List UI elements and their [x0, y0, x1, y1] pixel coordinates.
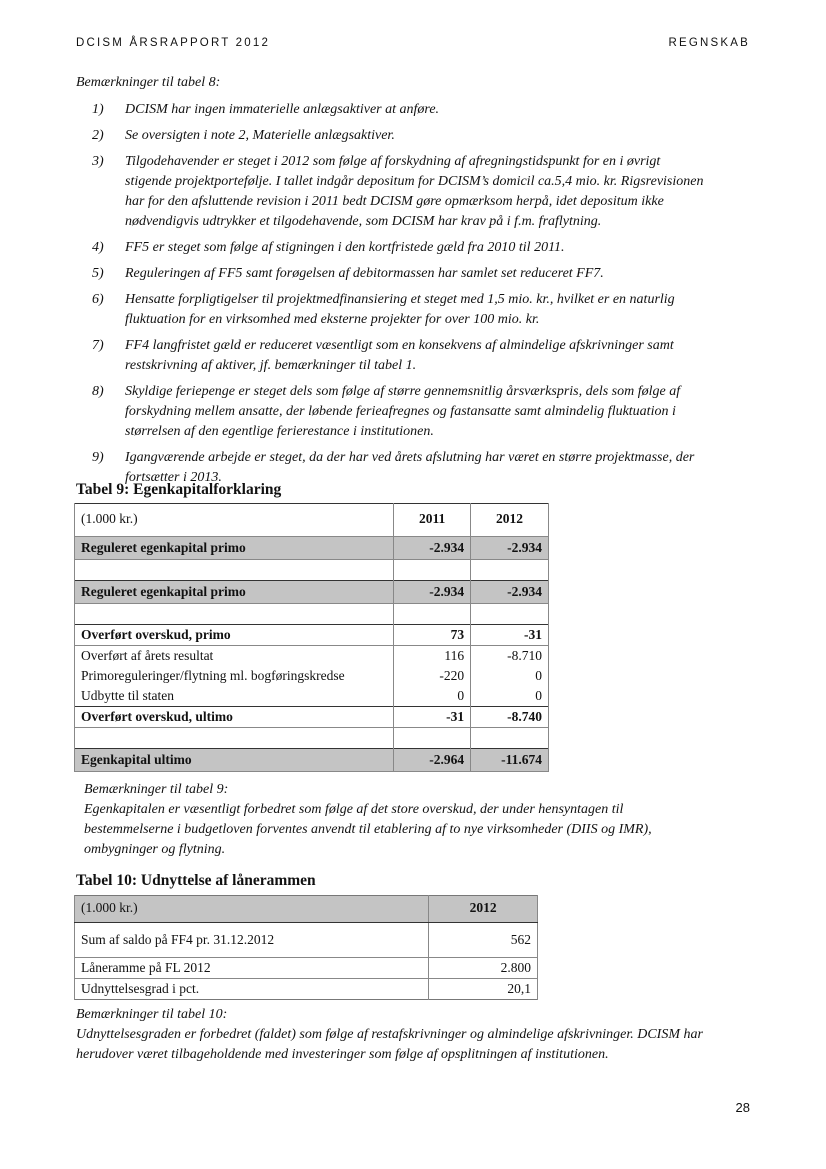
note-item: 6) Hensatte forpligtigelser til projektmedfinansiering et steget med 1,5 mio. kr., hvilket er en naturlig fluktuation for en virksomhed med eksterne projekter for over 100 mio. kr.: [92, 292, 675, 327]
table-header-row: (1.000 kr.) 2011 2012: [75, 504, 549, 537]
table-row-blank: [75, 604, 549, 625]
table-row: Overført overskud, ultimo -31 -8.740: [75, 707, 549, 728]
table-row: Udnyttelsesgrad i pct. 20,1: [75, 979, 538, 1000]
header-section: REGNSKAB: [668, 37, 750, 49]
table-row: Primoreguleringer/flytning ml. bogføringskredse -220 0: [75, 666, 549, 686]
table-row: Overført af årets resultat 116 -8.710: [75, 646, 549, 667]
notes-table10-text: Udnyttelsesgraden er forbedret (faldet) som følge af restafskrivninger og almindelige afskrivninger. DCISM har herudover været tilbageholdende med investeringer som følge af opsplitningen af institutionen.: [76, 1027, 703, 1062]
table-row-blank: [75, 728, 549, 749]
notes-table8-list: [90, 100, 710, 494]
notes-table10: [76, 1005, 716, 1065]
table-row: Overført overskud, primo 73 -31: [75, 625, 549, 646]
notes-table8-title: Bemærkninger til tabel 8:: [76, 75, 221, 90]
table9-title: Tabel 9: Egenkapitalforklaring: [76, 481, 282, 498]
note-item: 4) FF5 er steget som følge af stigningen i den kortfristede gæld fra 2010 til 2011.: [92, 240, 565, 255]
table-row: Reguleret egenkapital primo -2.934 -2.934: [75, 581, 549, 604]
table-row: Egenkapital ultimo -2.964 -11.674: [75, 749, 549, 772]
page-header: [76, 37, 750, 53]
notes-table9: [84, 780, 684, 860]
note-item: 5) Reguleringen af FF5 samt forøgelsen af debitormassen har samlet set reduceret FF7.: [92, 266, 604, 281]
table-row: Sum af saldo på FF4 pr. 31.12.2012 562: [75, 923, 538, 958]
table-row-blank: [75, 560, 549, 581]
table-row: Udbytte til staten 0 0: [75, 686, 549, 707]
note-item: 8) Skyldige feriepenge er steget dels som følge af større gennemsnitlig årsværkspris, dels som følge af forskydning mellem ansatte, der løbende ferieafregnes og fastansatte samt almindelig fluktuation i størrelsen af den egentlige ferierestance i institutionen.: [92, 384, 681, 439]
notes-table9-text: Egenkapitalen er væsentligt forbedret som følge af det store overskud, der under hensyntagen til bestemmelserne i budgetloven forventes anvendt til etablering af to nye virksomheder (DIIS og IMR), ombygninger og flytning.: [84, 802, 652, 857]
note-item: 3) Tilgodehavender er steget i 2012 som følge af forskydning af afregningstidspunkt for en i øvrigt stigende projektportefølje. I tallet indgår depositum for DCISM’s domicil ca.5,4 mio. kr. Rigsrevisionen har for den afsluttende revision i 2011 bedt DCISM gøre opmærksom herpå, idet depositum ikke nødvendigvis udtrykker et tilgodehavende, som DCISM har krav på i f.m. fraflytning.: [92, 154, 704, 229]
notes-table9-title: Bemærkninger til tabel 9:: [84, 782, 229, 797]
table-row: Reguleret egenkapital primo -2.934 -2.934: [75, 537, 549, 560]
header-title: DCISM ÅRSRAPPORT 2012: [76, 37, 271, 49]
table10-loan-limit: [74, 895, 538, 1000]
note-item: 9) Igangværende arbejde er steget, da der har ved årets afslutning har været en større projektmasse, der fortsætter i 2013.: [92, 450, 695, 485]
notes-table10-title: Bemærkninger til tabel 10:: [76, 1007, 228, 1022]
table-header-row: (1.000 kr.) 2012: [75, 896, 538, 923]
table10-title: Tabel 10: Udnyttelse af lånerammen: [76, 872, 316, 889]
note-item: 1) DCISM har ingen immaterielle anlægsaktiver at anføre.: [92, 102, 440, 117]
table-row: Låneramme på FL 2012 2.800: [75, 958, 538, 979]
page-number: 28: [735, 1100, 750, 1115]
note-item: 2) Se oversigten i note 2, Materielle anlægsaktiver.: [92, 128, 395, 143]
table9-equity: [74, 503, 549, 772]
note-item: 7) FF4 langfristet gæld er reduceret væsentligt som en konsekvens af almindelige afskrivninger samt restskrivning af aktiver, jf. bemærkninger til tabel 1.: [92, 338, 674, 373]
